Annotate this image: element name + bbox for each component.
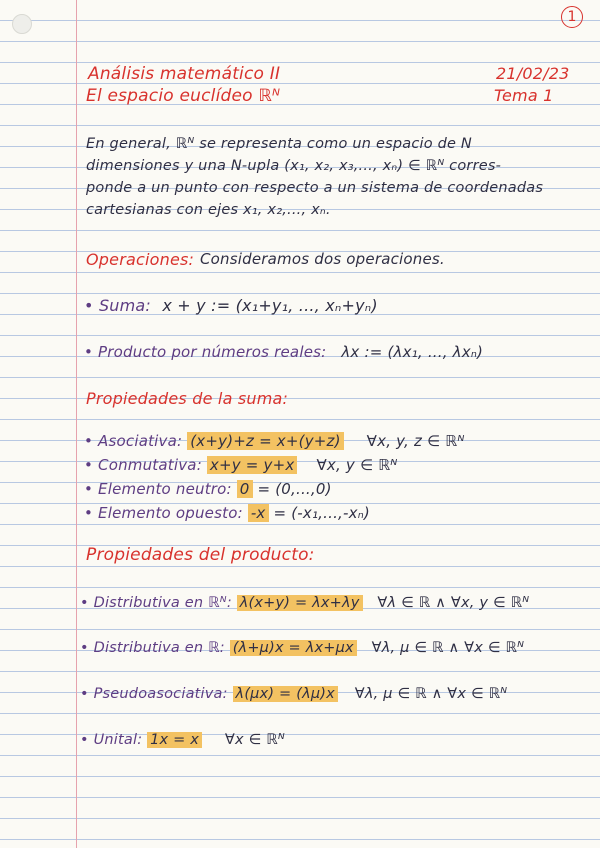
product-property-row [80, 640, 524, 656]
property-label: Unital: [93, 732, 143, 748]
intro-line-3: ponde a un punto con respecto a un sistema de coordenadas [86, 180, 544, 196]
notes-date: 21/02/23 [496, 64, 570, 83]
sum-properties-heading: Propiedades de la suma: [86, 389, 289, 408]
property-formula: (λ+μ)x = λx+μx [230, 640, 357, 656]
property-formula: (x+y)+z = x+(y+z) [187, 432, 343, 450]
bullet: • [84, 343, 94, 361]
bullet: • [84, 504, 94, 522]
margin-line [76, 0, 77, 848]
property-label: Conmutativa: [98, 456, 202, 474]
bullet: • [80, 640, 89, 656]
product-property-row [80, 732, 285, 748]
property-label: Pseudoasociativa: [93, 686, 228, 702]
property-label: Elemento neutro: [98, 480, 232, 498]
property-label: Distributiva en ℝ: [93, 640, 225, 656]
property-condition: ∀λ, μ ∈ ℝ ∧ ∀x ∈ ℝᴺ [354, 686, 508, 702]
property-condition: ∀x, y ∈ ℝᴺ [316, 456, 398, 474]
bullet: • [84, 456, 94, 474]
bullet: • [80, 686, 89, 702]
bullet: • [80, 595, 89, 611]
producto-label: Producto por números reales: [98, 343, 327, 361]
property-condition: = (0,...,0) [257, 480, 332, 498]
suma-label: Suma: [98, 296, 152, 315]
intro-line-4: cartesianas con ejes x₁, x₂,..., xₙ. [86, 202, 331, 218]
bullet: • [84, 480, 94, 498]
page-number: 1 [561, 6, 583, 28]
notes-topic: Tema 1 [494, 86, 554, 105]
binder-hole [12, 14, 32, 34]
property-formula: λ(μx) = (λμ)x [233, 686, 338, 702]
notes-subtitle: El espacio euclídeo ℝᴺ [86, 86, 281, 106]
property-condition: = (-x₁,...,-xₙ) [273, 504, 370, 522]
operations-label: Operaciones: [86, 250, 195, 269]
sum-property-row [84, 480, 332, 498]
intro-line-1: En general, ℝᴺ se representa como un espacio de N [86, 136, 472, 152]
sum-property-row [84, 504, 370, 522]
property-formula: 0 [237, 480, 253, 498]
property-formula: x+y = y+x [207, 456, 298, 474]
notes-title: Análisis matemático II [88, 64, 281, 84]
property-condition: ∀x, y, z ∈ ℝᴺ [366, 432, 465, 450]
property-condition: ∀λ ∈ ℝ ∧ ∀x, y ∈ ℝᴺ [377, 595, 530, 611]
product-property-row [80, 595, 529, 611]
property-condition: ∀x ∈ ℝᴺ [224, 732, 285, 748]
property-label: Distributiva en ℝᴺ: [93, 595, 232, 611]
bullet: • [84, 296, 94, 315]
property-label: Asociativa: [98, 432, 183, 450]
sum-property-row [84, 456, 398, 474]
bullet: • [80, 732, 89, 748]
suma-item [84, 296, 378, 315]
producto-definition: λx := (λx₁, ..., λxₙ) [341, 343, 484, 361]
property-condition: ∀λ, μ ∈ ℝ ∧ ∀x ∈ ℝᴺ [371, 640, 525, 656]
suma-definition: x + y := (x₁+y₁, ..., xₙ+yₙ) [162, 296, 378, 315]
property-formula: λ(x+y) = λx+λy [237, 595, 363, 611]
producto-item [84, 343, 483, 361]
product-properties-heading: Propiedades del producto: [86, 545, 315, 565]
sum-property-row [84, 432, 465, 450]
bullet: • [84, 432, 94, 450]
intro-line-2: dimensiones y una N-upla (x₁, x₂, x₃,..., xₙ) ∈ ℝᴺ corres- [86, 158, 502, 174]
operations-text: Consideramos dos operaciones. [200, 250, 445, 268]
property-label: Elemento opuesto: [98, 504, 243, 522]
product-property-row [80, 686, 507, 702]
property-formula: 1x = x [147, 732, 202, 748]
property-formula: -x [248, 504, 269, 522]
